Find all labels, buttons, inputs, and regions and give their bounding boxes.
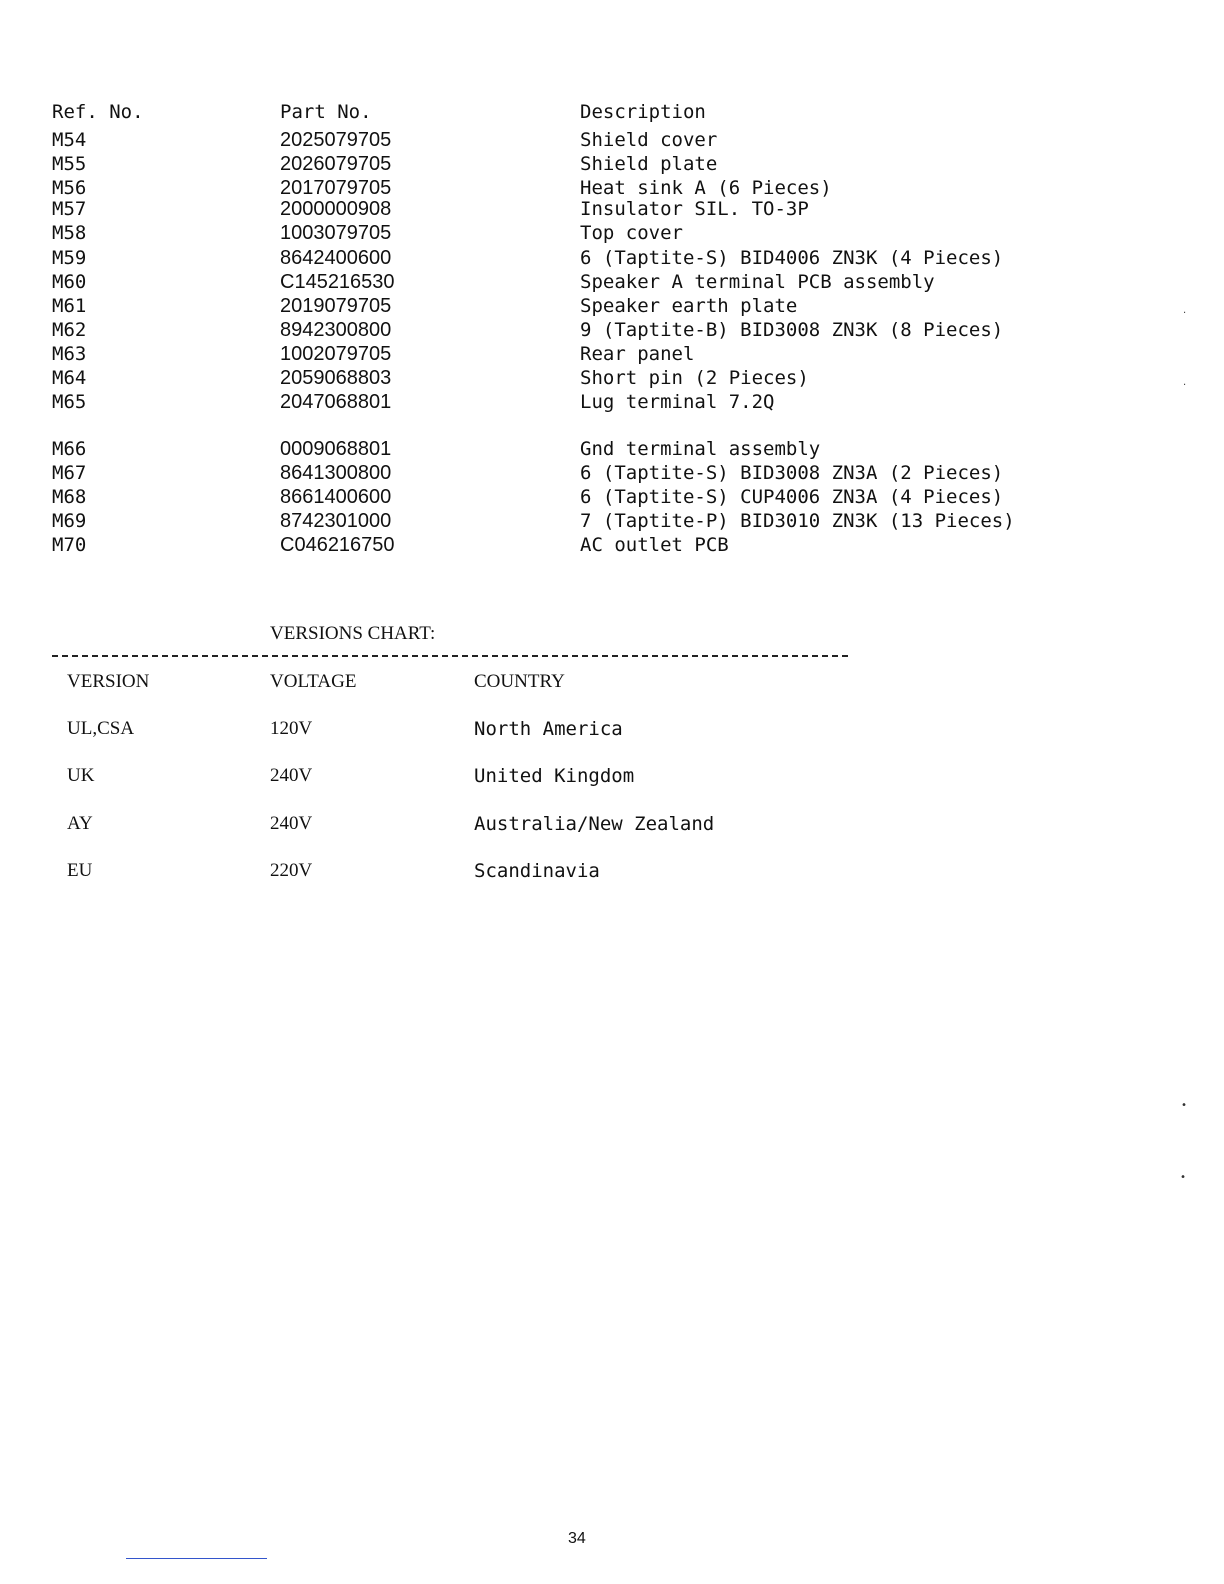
parts-row [52,485,1152,509]
versions-row [67,717,967,741]
parts-row [52,342,1152,366]
voltage-cell: 120V [270,718,313,739]
part-no-cell: 2000000908 [280,198,392,220]
part-no-cell: 8642400600 [280,247,392,269]
parts-table-header [52,100,1152,124]
description-cell: Rear panel [580,343,695,365]
parts-row [52,437,1152,461]
parts-row [52,246,1152,270]
stray-mark: • [1180,1172,1187,1183]
ref-no-cell: M56 [52,177,87,199]
ref-no-cell: M63 [52,343,87,365]
parts-row [52,197,1152,221]
description-cell: Shield cover [580,129,718,151]
voltage-cell: 240V [270,765,313,786]
ref-no-cell: M55 [52,153,87,175]
country-cell: Australia/New Zealand [474,813,715,835]
description-cell: AC outlet PCB [580,534,729,556]
description-cell: 6 (Taptite-S) BID3008 ZN3A (2 Pieces) [580,462,1004,484]
part-no-cell: 2026079705 [280,153,392,175]
page-number: 34 [568,1530,586,1547]
part-no-cell: 2047068801 [280,391,392,413]
description-cell: Shield plate [580,153,718,175]
parts-row [52,366,1152,390]
part-no-cell: 0009068801 [280,438,392,460]
parts-row [52,509,1152,533]
versions-row [67,764,967,788]
part-no-cell: 8942300800 [280,319,392,341]
dashed-divider [52,655,848,657]
ref-no-cell: M57 [52,198,87,220]
parts-row [52,221,1152,245]
description-header: Description [580,101,706,123]
version-cell: UK [67,765,95,786]
version-cell: AY [67,813,93,834]
description-cell: Speaker A terminal PCB assembly [580,271,935,293]
description-cell: 6 (Taptite-S) CUP4006 ZN3A (4 Pieces) [580,486,1004,508]
part-no-cell: 2059068803 [280,367,392,389]
ref-no-cell: M70 [52,534,87,556]
versions-row [67,859,967,883]
ref-no-cell: M61 [52,295,87,317]
ref-no-cell: M60 [52,271,87,293]
voltage-cell: 220V [270,860,313,881]
description-cell: 6 (Taptite-S) BID4006 ZN3K (4 Pieces) [580,247,1004,269]
ref-no-cell: M69 [52,510,87,532]
ref-no-cell: M67 [52,462,87,484]
part-no-header: Part No. [280,101,372,123]
version-cell: UL,CSA [67,718,135,739]
stray-mark: ‧ [1183,308,1187,319]
version-cell: EU [67,860,93,881]
parts-row [52,128,1152,152]
part-no-cell: 1002079705 [280,343,392,365]
part-no-cell: C046216750 [280,534,395,556]
description-cell: Top cover [580,222,683,244]
parts-row [52,390,1152,414]
versions-table-header [67,670,967,694]
country-header: COUNTRY [474,671,565,692]
parts-row [52,152,1152,176]
country-cell: Scandinavia [474,860,600,882]
description-cell: 7 (Taptite-P) BID3010 ZN3K (13 Pieces) [580,510,1015,532]
versions-row [67,812,967,836]
ref-no-cell: M58 [52,222,87,244]
versions-chart-title: VERSIONS CHART: [270,623,436,644]
ref-no-header: Ref. No. [52,101,144,123]
ref-no-cell: M59 [52,247,87,269]
country-cell: United Kingdom [474,765,635,787]
ref-no-cell: M65 [52,391,87,413]
ref-no-cell: M66 [52,438,87,460]
part-no-cell: 1003079705 [280,222,392,244]
description-cell: 9 (Taptite-B) BID3008 ZN3K (8 Pieces) [580,319,1004,341]
parts-row [52,318,1152,342]
part-no-cell: 8661400600 [280,486,392,508]
parts-row [52,533,1152,557]
parts-row [52,270,1152,294]
description-cell: Gnd terminal assembly [580,438,821,460]
bottom-rule [126,1558,267,1559]
part-no-cell: 2019079705 [280,295,392,317]
stray-mark: ‧ [1183,380,1187,391]
voltage-cell: 240V [270,813,313,834]
voltage-header: VOLTAGE [270,671,357,692]
ref-no-cell: M54 [52,129,87,151]
ref-no-cell: M62 [52,319,87,341]
description-cell: Insulator SIL. TO-3P [580,198,809,220]
description-cell: Speaker earth plate [580,295,798,317]
part-no-cell: C145216530 [280,271,395,293]
description-cell: Lug terminal 7.2Q [580,391,775,413]
parts-row [52,461,1152,485]
part-no-cell: 8742301000 [280,510,392,532]
stray-mark: • [1181,1100,1188,1111]
description-cell: Short pin (2 Pieces) [580,367,809,389]
part-no-cell: 2017079705 [280,177,392,199]
description-cell: Heat sink A (6 Pieces) [580,177,832,199]
parts-row [52,294,1152,318]
ref-no-cell: M64 [52,367,87,389]
version-header: VERSION [67,671,150,692]
part-no-cell: 2025079705 [280,129,392,151]
country-cell: North America [474,718,623,740]
part-no-cell: 8641300800 [280,462,392,484]
ref-no-cell: M68 [52,486,87,508]
